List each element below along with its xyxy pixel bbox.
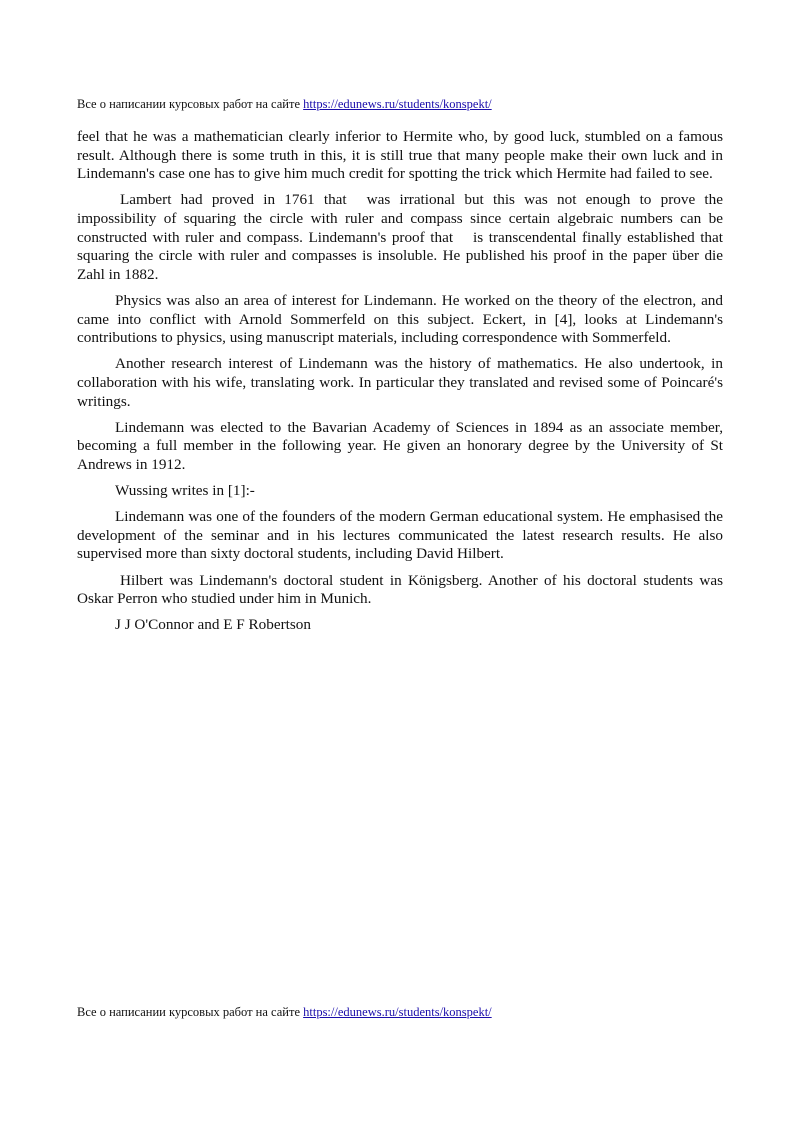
paragraph-hilbert: Hilbert was Lindemann's doctoral student in Königsberg. Another of his doctoral students was Oskar Perron who studied under him in Munich. <box>77 571 723 608</box>
footer-text: Все о написании курсовых работ на сайте <box>77 1005 300 1019</box>
paragraph-physics: Physics was also an area of interest for Lindemann. He worked on the theory of the electron, and came into conflict with Arnold Sommerfeld on this subject. Eckert, in [4], looks at Lindemann's contributions to physics, using manuscript materials, including correspondence with Sommerfeld. <box>77 291 723 347</box>
paragraph-history: Another research interest of Lindemann was the history of mathematics. He also undertook, in collaboration with his wife, translating work. In particular they translated and revised some of Poincaré's writings. <box>77 355 723 410</box>
document-body <box>77 128 723 643</box>
paragraph-lambert-part1: Lambert had proved in 1761 that <box>120 191 347 209</box>
paragraph-lambert-part2: was irrational but this was not enough to prove the impossibility of squaring the circle with ruler and compass since certain algebraic numbers can be constructed with ruler and compass. Lindemann's proof that <box>77 191 723 246</box>
paragraph-wussing: Wussing writes in [1]:- <box>115 482 255 500</box>
page-header <box>77 96 492 112</box>
paragraph-quote: Lindemann was one of the founders of the modern German educational system. He emphasised the development of the seminar and in his lectures communicated the latest research results. He also supervised more than sixty doctoral students, including David Hilbert. <box>77 508 723 563</box>
header-link[interactable]: https://edunews.ru/students/konspekt/ <box>303 97 492 111</box>
paragraph-lambert-part3: is transcendental finally established that squaring the circle with ruler and compasses is insoluble. He published his proof in the paper über die Zahl in 1882. <box>77 228 723 283</box>
paragraph-academy: Lindemann was elected to the Bavarian Academy of Sciences in 1894 as an associate member, becoming a full member in the following year. He given an honorary degree by the University of St Andrews in 1912. <box>77 418 723 473</box>
paragraph-authors: J J O'Connor and E F Robertson <box>115 616 311 634</box>
paragraph-continuation: feel that he was a mathematician clearly inferior to Hermite who, by good luck, stumbled on a famous result. Although there is some truth in this, it is still true that many people make their own luck and in Lindemann's case one has to give him much credit for spotting the trick which Hermite had failed to see. <box>77 128 723 183</box>
footer-link[interactable]: https://edunews.ru/students/konspekt/ <box>303 1005 492 1019</box>
paragraph-lambert <box>77 191 723 284</box>
page-footer <box>77 1004 492 1020</box>
header-text: Все о написании курсовых работ на сайте <box>77 97 300 111</box>
